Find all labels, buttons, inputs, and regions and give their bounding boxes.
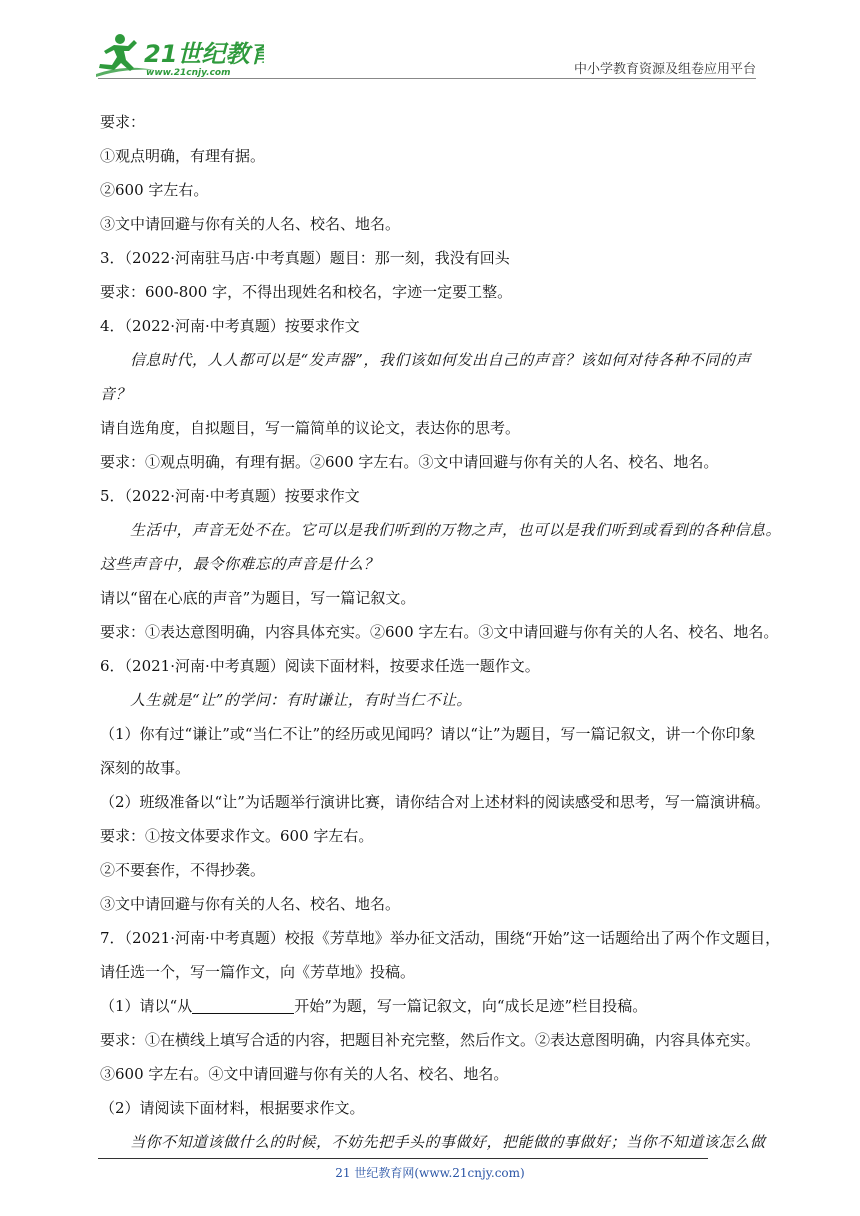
page-header <box>0 0 860 82</box>
question-4-title: 4．（2022·河南·中考真题）按要求作文 <box>100 317 360 335</box>
text-line: 要求：①表达意图明确，内容具体充实。②600 字左右。③文中请回避与你有关的人名、校名、地名。 <box>100 623 779 641</box>
material-text: 当你不知道该做什么的时候，不妨先把手头的事做好，把能做的事做好；当你不知道该怎么做 <box>130 1133 766 1151</box>
material-text: 生活中，声音无处不在。它可以是我们听到的万物之声，也可以是我们听到或看到的各种信息。 <box>130 521 782 539</box>
material-text: 音？ <box>100 385 132 403</box>
question-5-title: 5．（2022·河南·中考真题）按要求作文 <box>100 487 360 505</box>
header-divider <box>98 78 756 79</box>
page-footer: 21 世纪教育网(www.21cnjy.com) <box>335 1166 525 1180</box>
text-line: 请任选一个，写一篇作文，向《芳草地》投稿。 <box>100 963 416 981</box>
question-6-title: 6．（2021·河南·中考真题）阅读下面材料，按要求任选一题作文。 <box>100 657 540 675</box>
fill-in-title-line <box>100 989 768 1023</box>
text-line: 要求：①按文体要求作文。600 字左右。 <box>100 827 374 845</box>
text-line: 要求： <box>100 113 146 131</box>
svg-text:www.21cnjy.com: www.21cnjy.com <box>146 68 231 78</box>
text-line: ③文中请回避与你有关的人名、校名、地名。 <box>100 215 401 233</box>
text-line: ②600 字左右。 <box>100 181 209 199</box>
text-line: 要求：①在横线上填写合适的内容，把题目补充完整，然后作文。②表达意图明确，内容具体充实。 <box>100 1031 761 1049</box>
platform-name: 中小学教育资源及组卷应用平台 <box>573 62 756 77</box>
svg-text:21世纪教育: 21世纪教育 <box>144 40 264 68</box>
text-line: ③文中请回避与你有关的人名、校名、地名。 <box>100 895 401 913</box>
question-3-title: 3．（2022·河南驻马店·中考真题）题目：那一刻，我没有回头 <box>100 249 510 267</box>
text-line: 请以“留在心底的声音”为题目，写一篇记叙文。 <box>100 589 416 607</box>
text-line: 深刻的故事。 <box>100 759 191 777</box>
material-text: 信息时代，人人都可以是“发声器”，我们该如何发出自己的声音？该如何对待各种不同的声 <box>130 351 751 369</box>
text-segment: （1）请以“从 <box>100 997 193 1015</box>
document-body <box>100 105 782 1159</box>
material-text: 人生就是“让”的学问：有时谦让，有时当仁不让。 <box>130 691 472 709</box>
fill-in-blank <box>192 997 294 1014</box>
text-line: 请自选角度，自拟题目，写一篇简单的议论文，表达你的思考。 <box>100 419 521 437</box>
text-line: （2）请阅读下面材料，根据要求作文。 <box>100 1099 365 1117</box>
material-text: 这些声音中，最令你难忘的声音是什么？ <box>100 555 380 573</box>
text-line: 要求：600-800 字，不得出现姓名和校名，字迹一定要工整。 <box>100 283 513 301</box>
question-7-title: 7．（2021·河南·中考真题）校报《芳草地》举办征文活动，围绕“开始”这一话题给出了两个作文题目， <box>100 929 781 947</box>
text-line: （1）你有过“谦让”或“当仁不让”的经历或见闻吗？请以“让”为题目，写一篇记叙文，讲一个你印象 <box>100 725 756 743</box>
text-line: ①观点明确，有理有据。 <box>100 147 266 165</box>
text-line: ②不要套作，不得抄袭。 <box>100 861 266 879</box>
text-line: 要求：①观点明确，有理有据。②600 字左右。③文中请回避与你有关的人名、校名、地名。 <box>100 453 719 471</box>
footer-divider <box>98 1158 708 1159</box>
text-line: ③600 字左右。④文中请回避与你有关的人名、校名、地名。 <box>100 1065 509 1083</box>
logo <box>94 30 264 80</box>
text-segment: 开始”为题，写一篇记叙文，向“成长足迹”栏目投稿。 <box>294 997 648 1015</box>
text-line: （2）班级准备以“让”为话题举行演讲比赛，请你结合对上述材料的阅读感受和思考，写一篇演讲稿。 <box>100 793 770 811</box>
